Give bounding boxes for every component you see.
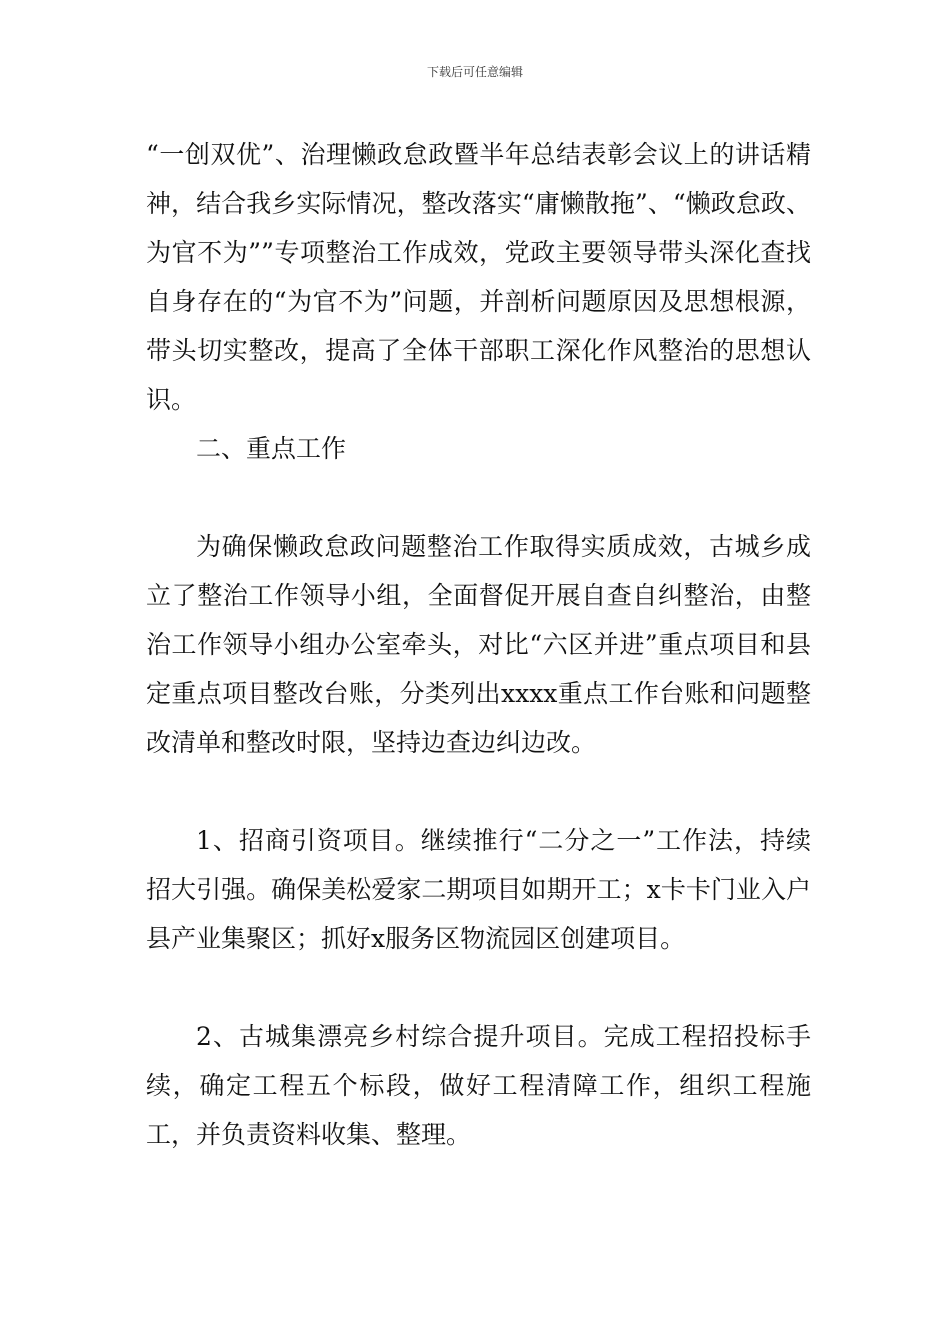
paragraph-intro: “一创双优”、治理懒政怠政暨半年总结表彰会议上的讲话精神，结合我乡实际情况，整改落实“庸懒散拖”、“懒政怠政、为官不为””专项整治工作成效，党政主要领导带头深化查找自身存在的“为官不为”问题，并剖析问题原因及思想根源，带头切实整改，提高了全体干部职工深化作风整治的思想认识。 — [146, 140, 811, 414]
document-body — [146, 130, 811, 1159]
paragraph-focus: 为确保懒政怠政问题整治工作取得实质成效，古城乡成立了整治工作领导小组，全面督促开展自查自纠整治，由整治工作领导小组办公室牵头，对比“六区并进”重点项目和县定重点项目整改台账，分类列出xxxx重点工作台账和问题整改清单和整改时限，坚持边查边纠边改。 — [146, 532, 811, 757]
list-item-2: 2、古城集漂亮乡村综合提升项目。完成工程招投标手续，确定工程五个标段，做好工程清障工作，组织工程施工，并负责资料收集、整理。 — [146, 1022, 811, 1149]
page-header-note: 下载后可任意编辑 — [426, 65, 523, 79]
list-item-1: 1、招商引资项目。继续推行“二分之一”工作法，持续招大引强。确保美松爱家二期项目如期开工；x卡卡门业入户县产业集聚区；抓好x服务区物流园区创建项目。 — [146, 826, 811, 953]
section-heading: 二、重点工作 — [196, 434, 347, 463]
